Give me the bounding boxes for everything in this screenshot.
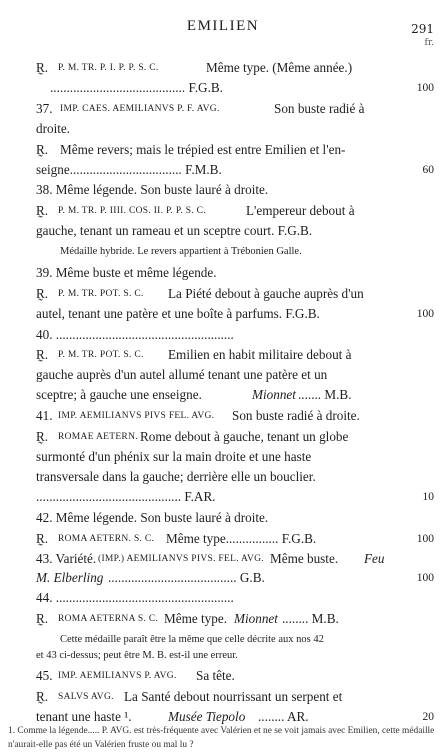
rarity-value: 10 (422, 491, 434, 503)
text-segment: IMP. AEMILIANVS PIVS FEL. AVG. (58, 411, 215, 421)
text-segment: Même type. (Même année.) (206, 60, 353, 75)
text-segment: 37. (36, 101, 53, 116)
text-segment: et 43 ci-dessus; peut être M. B. est-il une erreur. (36, 650, 238, 661)
text-line (0, 568, 446, 588)
text-segment: surmonté d'un phénix sur la main droite et une haste (36, 449, 312, 464)
text-segment: Même revers; mais le trépied est entre Emilien et l'en- (60, 142, 346, 157)
text-segment: P. M. TR. P. IIII. COS. II. P. P. S. C. (58, 206, 206, 216)
text-segment: transversale dans la gauche; derrière elle un bouclier. (36, 469, 316, 484)
text-segment: 42. Même légende. Son buste lauré à droite. (36, 510, 269, 525)
text-segment: R̰. (36, 429, 49, 444)
text-line (0, 467, 446, 487)
text-segment: sceptre; à gauche une enseigne. (36, 387, 202, 402)
rarity-value: 100 (416, 533, 434, 545)
catchword: fr. (424, 38, 434, 48)
text-segment: Médaille hybride. Le revers appartient à Trébonien Galle. (60, 246, 302, 257)
text-segment: ............................................ F.AR. (36, 489, 216, 504)
text-segment: Même type................ F.G.B. (166, 531, 317, 546)
text-segment: P. M. TR. POT. S. C. (58, 350, 144, 360)
text-segment: Même type. (164, 611, 227, 626)
text-segment: Mionnet (252, 387, 296, 402)
text-segment: 44. ...................................................... (36, 590, 234, 605)
text-segment: ROMAE AETERN. (58, 432, 138, 442)
text-line (0, 325, 446, 345)
text-segment: Mionnet (234, 611, 278, 626)
text-segment: R̰. (36, 347, 49, 362)
text-segment: Son buste radié à droite. (232, 408, 360, 423)
rarity-value: 100 (416, 82, 434, 94)
text-segment: La Piété debout à gauche auprès d'un (168, 286, 364, 301)
text-segment: 40. ...................................................... (36, 327, 234, 342)
text-segment: Emilien en habit militaire debout à (168, 347, 352, 362)
text-segment: 38. Même légende. Son buste lauré à droite. (36, 182, 269, 197)
text-line (0, 99, 446, 119)
rarity-value: 20 (422, 711, 434, 723)
text-segment: IMP. CAES. AEMILIANVS P. F. AVG. (60, 104, 220, 114)
page-number: 291 (411, 22, 434, 36)
rarity-value: 100 (416, 308, 434, 320)
text-line (0, 58, 446, 78)
text-segment: ........ AR. (258, 709, 309, 724)
footnote: 1. Comme la légende..... P. AVG. est très-fréquente avec Valérien et ne se voit jamais avec Emilien, cette médaille n'aurait-elle pas été un Valérien fruste ou mal lu ? (8, 726, 435, 750)
text-line (0, 242, 446, 262)
rarity-value: 100 (416, 572, 434, 584)
text-segment: La Santé debout nourrissant un serpent et (124, 689, 343, 704)
text-segment: R̰. (36, 531, 49, 546)
text-segment: L'empereur debout à (246, 203, 355, 218)
text-line (0, 487, 446, 507)
text-segment: autel, tenant une patère et une boîte à parfums. F.G.B. (36, 306, 320, 321)
text-segment: M. Elberling (36, 570, 104, 585)
text-line (0, 304, 446, 324)
text-segment: ......................................... F.G.B. (50, 80, 223, 95)
text-segment: R̰. (36, 203, 49, 218)
rarity-value: 60 (422, 164, 434, 176)
text-segment: Même buste. (270, 551, 339, 566)
text-line (0, 447, 446, 467)
text-segment: P. M. TR. P. I. P. P. S. C. (58, 63, 159, 73)
text-segment: Musée Tiepolo (168, 709, 246, 724)
text-segment: ROMA AETERN. S. C. (58, 534, 155, 544)
text-segment: gauche auprès d'un autel allumé tenant une patère et un (36, 367, 328, 382)
text-segment: seigne.................................. F.M.B. (36, 162, 222, 177)
text-line (0, 119, 446, 139)
text-line (0, 687, 446, 707)
text-line (0, 180, 446, 200)
text-line (0, 78, 446, 98)
text-line (0, 201, 446, 221)
text-line (0, 365, 446, 385)
text-segment: ........ M.B. (282, 611, 339, 626)
text-segment: 41. (36, 408, 53, 423)
text-segment: R̰. (36, 142, 49, 157)
text-line (0, 646, 446, 666)
text-segment: Cette médaille paraît être la même que celle décrite aux nos 42 (60, 634, 324, 645)
text-segment: (IMP.) AEMILIANVS PIVS. FEL. AVG. (98, 554, 264, 564)
text-segment: SALVS AVG. (58, 692, 114, 702)
text-segment: P. M. TR. POT. S. C. (58, 289, 144, 299)
text-segment: droite. (36, 121, 71, 136)
text-line (0, 549, 446, 569)
text-segment: R̰. (36, 611, 49, 626)
text-segment: R̰. (36, 60, 49, 75)
text-line (0, 221, 446, 241)
running-title: EMILIEN (186, 18, 260, 34)
text-segment: IMP. AEMILIANVS P. AVG. (58, 671, 177, 681)
text-line (0, 609, 446, 629)
text-segment: 43. Variété. (36, 551, 97, 566)
text-segment: 39. Même buste et même légende. (36, 265, 217, 280)
text-line (0, 160, 446, 180)
text-segment: tenant une haste ¹. (36, 709, 132, 724)
text-line (0, 508, 446, 528)
text-line (0, 666, 446, 686)
text-segment: Son buste radié à (274, 101, 365, 116)
text-segment: gauche, tenant un rameau et un sceptre court. F.G.B. (36, 223, 313, 238)
text-segment: R̰. (36, 286, 49, 301)
text-segment: ROMA AETERNA S. C. (58, 614, 159, 624)
text-line (0, 385, 446, 405)
text-segment: ....... M.B. (298, 387, 352, 402)
text-line (0, 345, 446, 365)
text-segment: R̰. (36, 689, 49, 704)
text-segment: Sa tête. (196, 668, 235, 683)
text-segment: 45. (36, 668, 53, 683)
text-line (0, 529, 446, 549)
text-line (0, 140, 446, 160)
text-segment: ....................................... G.B. (108, 570, 265, 585)
text-line (0, 284, 446, 304)
text-line (0, 406, 446, 426)
text-line (0, 263, 446, 283)
text-line (0, 588, 446, 608)
text-segment: Rome debout à gauche, tenant un globe (140, 429, 349, 444)
text-line (0, 427, 446, 447)
text-segment: Feu (364, 551, 385, 566)
